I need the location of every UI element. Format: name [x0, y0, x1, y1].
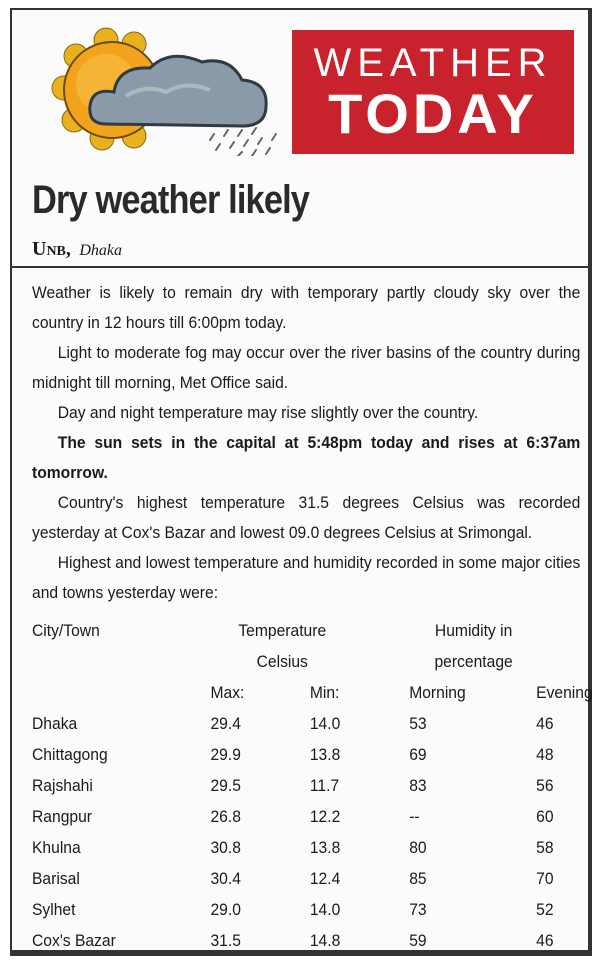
cell-evening: 56 [536, 776, 554, 795]
cell-morning: -- [409, 807, 420, 826]
cell-evening: 52 [536, 900, 554, 919]
cell-min: 14.8 [309, 931, 341, 950]
article-frame [10, 8, 592, 956]
cell-morning: 59 [409, 931, 427, 950]
cell-min: 14.0 [309, 714, 341, 733]
cell-max: 29.4 [210, 714, 241, 733]
cell-morning: 80 [409, 838, 427, 857]
header-humidity: Humidity in [434, 621, 513, 640]
divider [12, 266, 588, 268]
paragraph: Day and night temperature may rise slightly over the country. [57, 403, 479, 422]
cell-morning: 73 [409, 900, 427, 919]
header-temperature-unit: Celsius [256, 652, 308, 671]
byline [32, 238, 122, 261]
cell-city: Cox's Bazar [32, 931, 116, 950]
subheader-max: Max: [210, 683, 245, 702]
byline-agency: Unb, [32, 238, 71, 260]
cell-city: Khulna [32, 838, 81, 857]
paragraph: Highest and lowest temperature and humidity recorded in some major cities and towns yesterday were: [32, 553, 581, 602]
subheader-morning: Morning [409, 683, 466, 702]
cell-city: Dhaka [32, 714, 78, 733]
cell-min: 12.2 [309, 807, 341, 826]
header [12, 10, 588, 162]
cell-city: Rangpur [32, 807, 93, 826]
cell-max: 29.5 [210, 776, 241, 795]
cell-min: 14.0 [309, 900, 341, 919]
banner-line-1: WEATHER [313, 41, 553, 85]
header-humidity-unit: percentage [434, 652, 513, 671]
banner-line-2: TODAY [328, 82, 538, 145]
paragraph-sun-times: The sun sets in the capital at 5:48pm today and rises at 6:37am tomorrow. [32, 433, 581, 482]
cell-evening: 70 [536, 869, 554, 888]
cell-min: 13.8 [309, 838, 341, 857]
cell-min: 12.4 [309, 869, 341, 888]
cell-max: 29.0 [210, 900, 241, 919]
cell-min: 13.8 [309, 745, 341, 764]
paragraph: Country's highest temperature 31.5 degrees Celsius was recorded yesterday at Cox's Bazar and lowest 09.0 degrees Celsius at Srimongal. [32, 493, 581, 542]
subheader-evening: Evening [536, 683, 593, 702]
cell-evening: 58 [536, 838, 554, 857]
cell-evening: 48 [536, 745, 554, 764]
header-city: City/Town [32, 621, 100, 640]
byline-place: Dhaka [79, 242, 123, 259]
header-temperature: Temperature [238, 621, 327, 640]
weather-today-banner [292, 30, 574, 154]
headline: Dry weather likely [32, 178, 310, 222]
cell-max: 31.5 [210, 931, 241, 950]
cell-max: 30.4 [210, 869, 241, 888]
cell-max: 26.8 [210, 807, 241, 826]
cell-morning: 69 [409, 745, 427, 764]
cell-city: Barisal [32, 869, 80, 888]
article-body [32, 278, 580, 608]
cell-morning: 85 [409, 869, 427, 888]
paragraph: Weather is likely to remain dry with temporary partly cloudy sky over the country in 12 hours till 6:00pm today. [32, 283, 581, 332]
cell-evening: 46 [536, 931, 554, 950]
subheader-min: Min: [309, 683, 340, 702]
cell-evening: 46 [536, 714, 554, 733]
cell-morning: 53 [409, 714, 427, 733]
cell-city: Chittagong [32, 745, 108, 764]
sun-cloud-rain-icon [46, 26, 296, 156]
cell-evening: 60 [536, 807, 554, 826]
cell-city: Rajshahi [32, 776, 93, 795]
paragraph: Light to moderate fog may occur over the river basins of the country during midnight till morning, Met Office said. [32, 343, 581, 392]
cell-city: Sylhet [32, 900, 76, 919]
cell-min: 11.7 [309, 776, 340, 795]
cell-morning: 83 [409, 776, 427, 795]
cell-max: 30.8 [210, 838, 241, 857]
cell-max: 29.9 [210, 745, 241, 764]
